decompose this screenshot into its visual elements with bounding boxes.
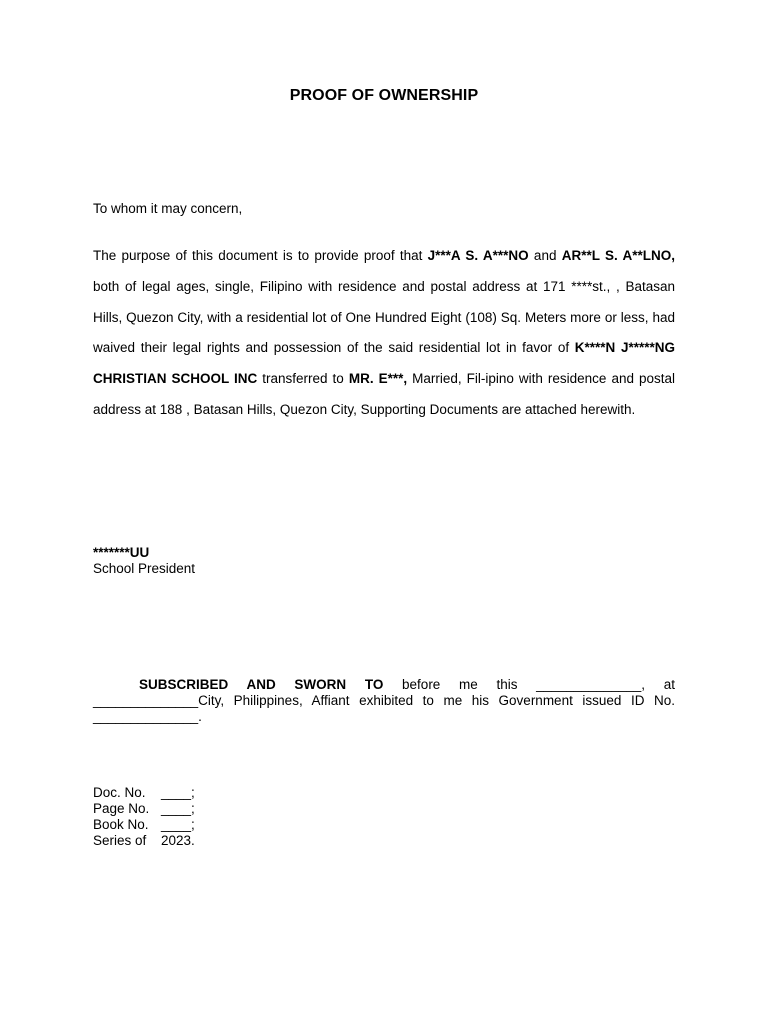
page-no-label: Page No. xyxy=(93,801,150,816)
school-name: K****N J*****NG CHRISTIAN SCHOOL INC xyxy=(93,340,675,387)
signatory-block xyxy=(93,545,195,577)
body-text-2: and xyxy=(528,248,562,263)
book-no-label: Book No. xyxy=(93,817,149,832)
signatory-position: School President xyxy=(93,561,196,576)
notarial-row-page xyxy=(93,801,195,817)
owner-1-name: J***A S. A***NO xyxy=(427,248,529,263)
notarial-row-doc xyxy=(93,785,195,801)
signatory-name: *******UU xyxy=(93,545,150,560)
body-text-4: transferred to xyxy=(257,371,349,387)
book-no-value: ____; xyxy=(161,817,195,832)
page-no-value: ____; xyxy=(161,801,195,816)
jurat-paragraph xyxy=(93,677,675,725)
jurat-lead: SUBSCRIBED AND SWORN TO xyxy=(139,677,384,692)
notarial-row-series xyxy=(93,833,195,849)
body-text-3: both of legal ages, single, Filipino with residence and postal address at 171 ****st., , Batasan Hills, Quezon City, with a residential lot of One Hundred Eight (108) Sq. Meters more or less, had waived their legal rights and possession of the said residential lot in favor of xyxy=(93,278,675,356)
series-value: 2023. xyxy=(161,833,195,848)
owner-2-name: AR**L S. A**LNO, xyxy=(561,248,675,263)
transferee-name: MR. E***, xyxy=(348,371,408,387)
notarial-row-book xyxy=(93,817,195,833)
document-title: PROOF OF OWNERSHIP xyxy=(289,87,479,104)
doc-no-value: ____; xyxy=(161,785,195,800)
series-label: Series of xyxy=(93,833,147,848)
body-text-5: Married, Fil-ipino with residence and postal address at 188 , Batasan Hills, Quezon City, Supporting Documents are attached herewith. xyxy=(93,371,676,417)
salutation: To whom it may concern, xyxy=(93,201,243,216)
notarial-details xyxy=(93,785,195,849)
doc-no-label: Doc. No. xyxy=(93,785,146,800)
jurat-text: before me this ______________, at ______________City, Philippines, Affiant exhibited to me his Government issued ID No. ______________. xyxy=(93,677,675,724)
body-paragraph xyxy=(93,241,675,426)
body-text-1: The purpose of this document is to provide proof that xyxy=(93,248,428,263)
